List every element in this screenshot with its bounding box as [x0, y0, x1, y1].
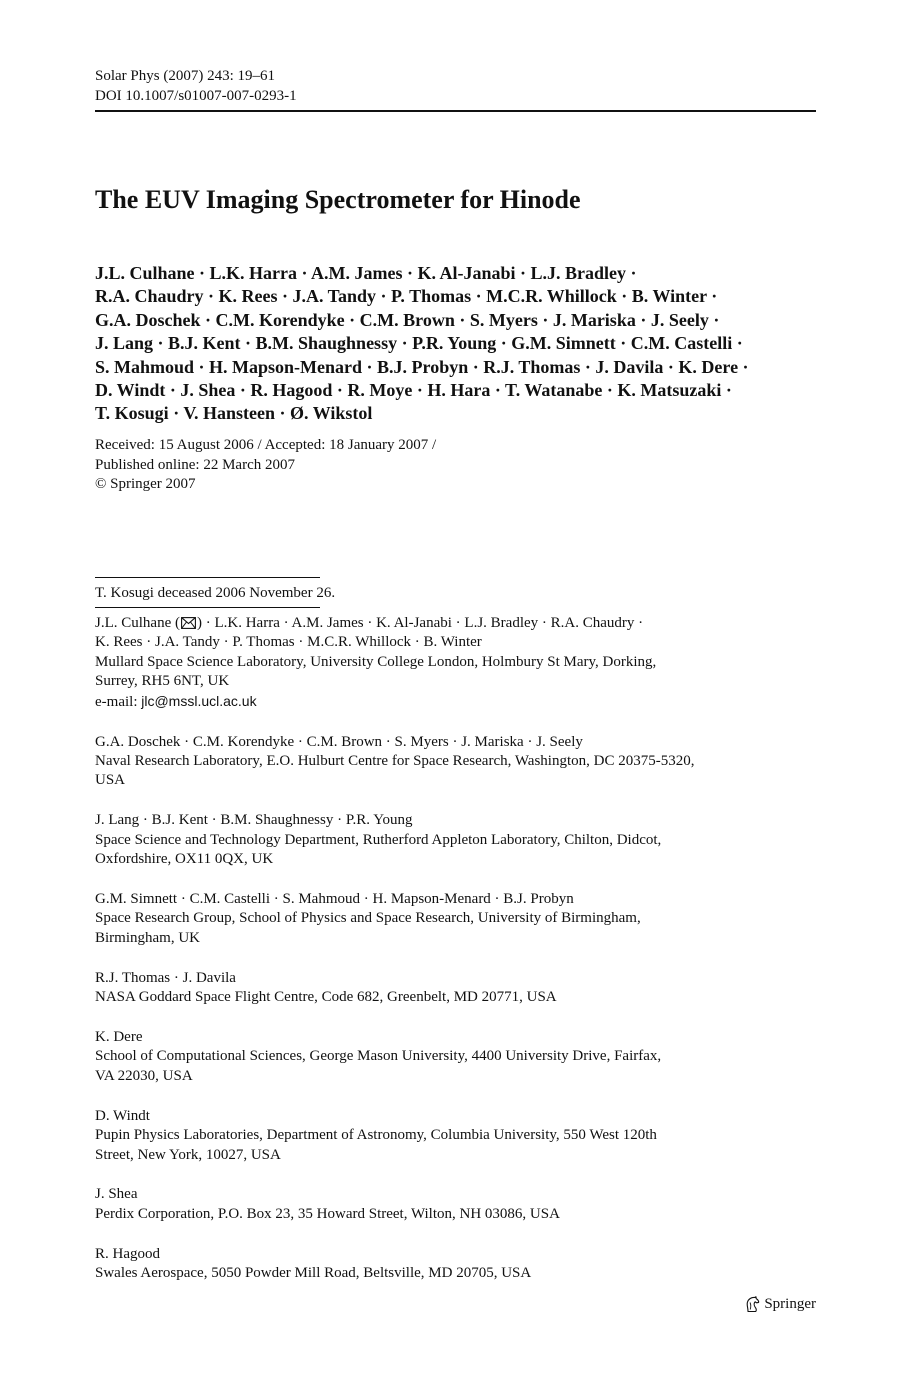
affiliation-address: Oxfordshire, OX11 0QX, UK: [95, 851, 274, 868]
author-line: S. Mahmoud · H. Mapson-Menard · B.J. Probyn · R.J. Thomas · J. Davila · K. Dere ·: [95, 356, 749, 377]
paper-title: The EUV Imaging Spectrometer for Hinode: [95, 185, 581, 214]
affiliation-authors: J. Lang · B.J. Kent · B.M. Shaughnessy · P.R. Young: [95, 812, 413, 829]
author-line: G.A. Doschek · C.M. Korendyke · C.M. Brown · S. Myers · J. Mariska · J. Seely ·: [95, 309, 720, 330]
publication-dates: [95, 436, 436, 495]
author-line: T. Kosugi · V. Hansteen · Ø. Wikstol: [95, 403, 373, 424]
author-line: J.L. Culhane · L.K. Harra · A.M. James · K. Al-Janabi · L.J. Bradley ·: [95, 263, 637, 283]
affiliation-address: Street, New York, 10027, USA: [95, 1146, 281, 1163]
copyright: © Springer 2007: [95, 476, 196, 492]
email-link[interactable]: jlc@mssl.ucl.ac.uk: [141, 692, 257, 709]
affiliation-ral: [95, 811, 785, 869]
header-rule: [95, 110, 816, 112]
author-line: J. Lang · B.J. Kent · B.M. Shaughnessy · P.R. Young · G.M. Simnett · C.M. Castelli ·: [95, 333, 743, 354]
affiliation-address: USA: [95, 772, 126, 789]
corresponding-author: J.L. Culhane (: [95, 615, 180, 631]
affiliation-gmu: [95, 1028, 785, 1086]
affiliation-columbia: [95, 1107, 785, 1165]
affiliation-msl: [95, 614, 785, 712]
author-line: D. Windt · J. Shea · R. Hagood · R. Moye · H. Hara · T. Watanabe · K. Matsuzaki ·: [95, 380, 732, 401]
affiliation-address: Swales Aerospace, 5050 Powder Mill Road, Beltsville, MD 20705, USA: [95, 1265, 532, 1282]
affiliation-address: VA 22030, USA: [95, 1067, 193, 1084]
journal-header: [95, 66, 297, 106]
affiliation-authors: [95, 614, 785, 633]
received-accepted: Received: 15 August 2006 / Accepted: 18 January 2007 /: [95, 437, 437, 453]
affiliation-authors-rest: ) · L.K. Harra · A.M. James · K. Al-Janabi · L.J. Bradley · R.A. Chaudry ·: [196, 615, 644, 631]
affiliation-authors: K. Rees · J.A. Tandy · P. Thomas · M.C.R. Whillock · B. Winter: [95, 634, 482, 651]
affiliation-birmingham: [95, 890, 785, 948]
author-line: R.A. Chaudry · K. Rees · J.A. Tandy · P. Thomas · M.C.R. Whillock · B. Winter ·: [95, 286, 718, 307]
affiliation-address: Naval Research Laboratory, E.O. Hulburt Centre for Space Research, Washington, DC 20375-5320,: [95, 752, 695, 769]
affiliation-authors: J. Shea: [95, 1186, 138, 1203]
email-label: e-mail:: [95, 693, 142, 710]
affiliation-address: Space Research Group, School of Physics and Space Research, University of Birmingham,: [95, 910, 641, 927]
affiliation-nrl: [95, 733, 785, 791]
email-line: [95, 692, 785, 712]
affiliation-authors: R.J. Thomas · J. Davila: [95, 969, 236, 986]
publisher-logo: [744, 1294, 816, 1314]
affiliation-authors: G.M. Simnett · C.M. Castelli · S. Mahmoud · H. Mapson-Menard · B.J. Probyn: [95, 890, 574, 907]
affiliation-authors: G.A. Doschek · C.M. Korendyke · C.M. Brown · S. Myers · J. Mariska · J. Seely: [95, 733, 583, 750]
springer-horse-icon: [744, 1296, 760, 1313]
affiliation-authors: R. Hagood: [95, 1245, 160, 1262]
affiliation-address: Mullard Space Science Laboratory, University College London, Holmbury St Mary, Dorking,: [95, 653, 657, 670]
journal-citation: Solar Phys (2007) 243: 19–61: [95, 68, 275, 84]
affiliation-swales: [95, 1245, 785, 1284]
affiliation-address: Surrey, RH5 6NT, UK: [95, 673, 230, 690]
envelope-icon: [181, 617, 196, 629]
affiliation-authors: K. Dere: [95, 1029, 143, 1045]
affiliation-perdix: [95, 1185, 785, 1224]
affiliation-authors: D. Windt: [95, 1107, 150, 1124]
published-online: Published online: 22 March 2007: [95, 456, 295, 473]
publisher-name: Springer: [764, 1296, 816, 1312]
affiliation-address: Perdix Corporation, P.O. Box 23, 35 Howard Street, Wilton, NH 03086, USA: [95, 1205, 560, 1222]
affiliation-address: Birmingham, UK: [95, 929, 200, 946]
affiliation-address: Space Science and Technology Department, Rutherford Appleton Laboratory, Chilton, Didcot,: [95, 831, 662, 848]
doi[interactable]: DOI 10.1007/s01007-007-0293-1: [95, 88, 297, 104]
affiliation-goddard: [95, 969, 785, 1008]
author-list: [95, 262, 816, 426]
footnote-rule: [95, 607, 320, 608]
deceased-note: T. Kosugi deceased 2006 November 26.: [95, 585, 336, 601]
affiliation-address: NASA Goddard Space Flight Centre, Code 682, Greenbelt, MD 20771, USA: [95, 989, 557, 1006]
footnote-rule: [95, 577, 320, 578]
affiliations: [95, 614, 785, 1304]
affiliation-address: School of Computational Sciences, George Mason University, 4400 University Drive, Fairfax,: [95, 1048, 662, 1065]
affiliation-address: Pupin Physics Laboratories, Department of Astronomy, Columbia University, 550 West 120th: [95, 1127, 657, 1144]
